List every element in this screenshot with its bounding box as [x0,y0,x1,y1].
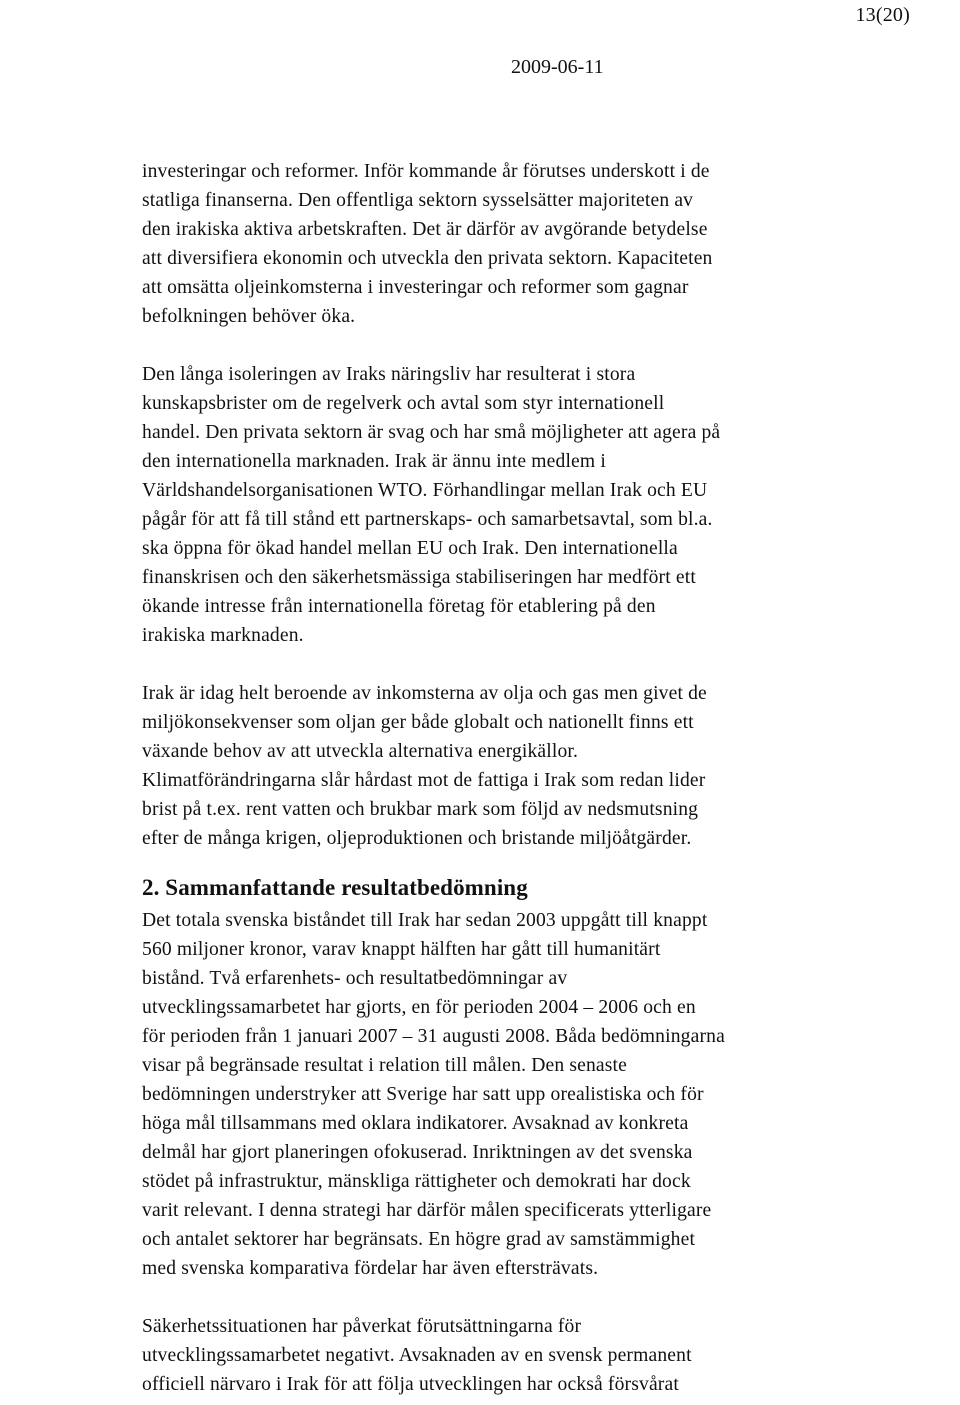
text-line: finanskrisen och den säkerhetsmässiga stabiliseringen har medfört ett [142,567,696,588]
text-line: statliga finanserna. Den offentliga sektorn sysselsätter majoriteten av [142,190,694,211]
document-body [142,157,862,1399]
text-line: investeringar och reformer. Inför kommande år förutses underskott i de [142,161,710,182]
text-line: utvecklingssamarbetet negativt. Avsaknaden av en svensk permanent [142,1345,692,1366]
text-line: Den långa isoleringen av Iraks näringsliv har resulterat i stora [142,364,636,385]
text-line: befolkningen behöver öka. [142,306,356,327]
text-line: utvecklingssamarbetet har gjorts, en för perioden 2004 – 2006 och en [142,997,696,1018]
section-heading: 2. Sammanfattande resultatbedömning [142,875,528,900]
text-line: den internationella marknaden. Irak är ännu inte medlem i [142,451,606,472]
text-line: Det totala svenska biståndet till Irak har sedan 2003 uppgått till knappt [142,910,708,931]
text-line: ökande intresse från internationella företag för etablering på den [142,596,656,617]
paragraph-environment [142,679,862,853]
paragraph-economy [142,157,862,331]
text-line: att omsätta oljeinkomsterna i investeringar och reformer som gagnar [142,277,689,298]
text-line: handel. Den privata sektorn är svag och har små möjligheter att agera på [142,422,721,443]
text-line: Världshandelsorganisationen WTO. Förhandlingar mellan Irak och EU [142,480,708,501]
text-line: Säkerhetssituationen har påverkat förutsättningarna för [142,1316,582,1337]
text-line: 560 miljoner kronor, varav knappt hälften har gått till humanitärt [142,939,661,960]
paragraph-assessment [142,906,862,1283]
paragraph-security [142,1312,862,1399]
text-line: växande behov av att utveckla alternativa energikällor. [142,741,579,762]
text-line: brist på t.ex. rent vatten och brukbar mark som följd av nedsmutsning [142,799,699,820]
page-number: 13(20) [855,4,910,26]
text-line: visar på begränsade resultat i relation till målen. Den senaste [142,1055,627,1076]
text-line: kunskapsbrister om de regelverk och avtal som styr internationell [142,393,665,414]
text-line: bistånd. Två erfarenhets- och resultatbedömningar av [142,968,568,989]
text-line: irakiska marknaden. [142,625,304,646]
text-line: Klimatförändringarna slår hårdast mot de fattiga i Irak som redan lider [142,770,706,791]
text-line: efter de många krigen, oljeproduktionen och bristande miljöåtgärder. [142,828,692,849]
text-line: pågår för att få till stånd ett partnerskaps- och samarbetsavtal, som bl.a. [142,509,713,530]
text-line: den irakiska aktiva arbetskraften. Det är därför av avgörande betydelse [142,219,708,240]
text-line: miljökonsekvenser som oljan ger både globalt och nationellt finns ett [142,712,694,733]
text-line: med svenska komparativa fördelar har även eftersträvats. [142,1258,599,1279]
text-line: höga mål tillsammans med oklara indikatorer. Avsaknad av konkreta [142,1113,689,1134]
text-line: för perioden från 1 januari 2007 – 31 augusti 2008. Båda bedömningarna [142,1026,725,1047]
text-line: stödet på infrastruktur, mänskliga rättigheter och demokrati har dock [142,1171,691,1192]
paragraph-trade [142,360,862,650]
text-line: bedömningen understryker att Sverige har satt upp orealistiska och för [142,1084,704,1105]
text-line: varit relevant. I denna strategi har därför målen specificerats ytterligare [142,1200,712,1221]
text-line: Irak är idag helt beroende av inkomsterna av olja och gas men givet de [142,683,707,704]
text-line: ska öppna för ökad handel mellan EU och Irak. Den internationella [142,538,678,559]
document-date: 2009-06-11 [511,56,604,78]
text-line: officiell närvaro i Irak för att följa utvecklingen har också försvårat [142,1374,679,1395]
text-line: och antalet sektorer har begränsats. En högre grad av samstämmighet [142,1229,696,1250]
text-line: att diversifiera ekonomin och utveckla den privata sektorn. Kapaciteten [142,248,713,269]
text-line: delmål har gjort planeringen ofokuserad. Inriktningen av det svenska [142,1142,693,1163]
